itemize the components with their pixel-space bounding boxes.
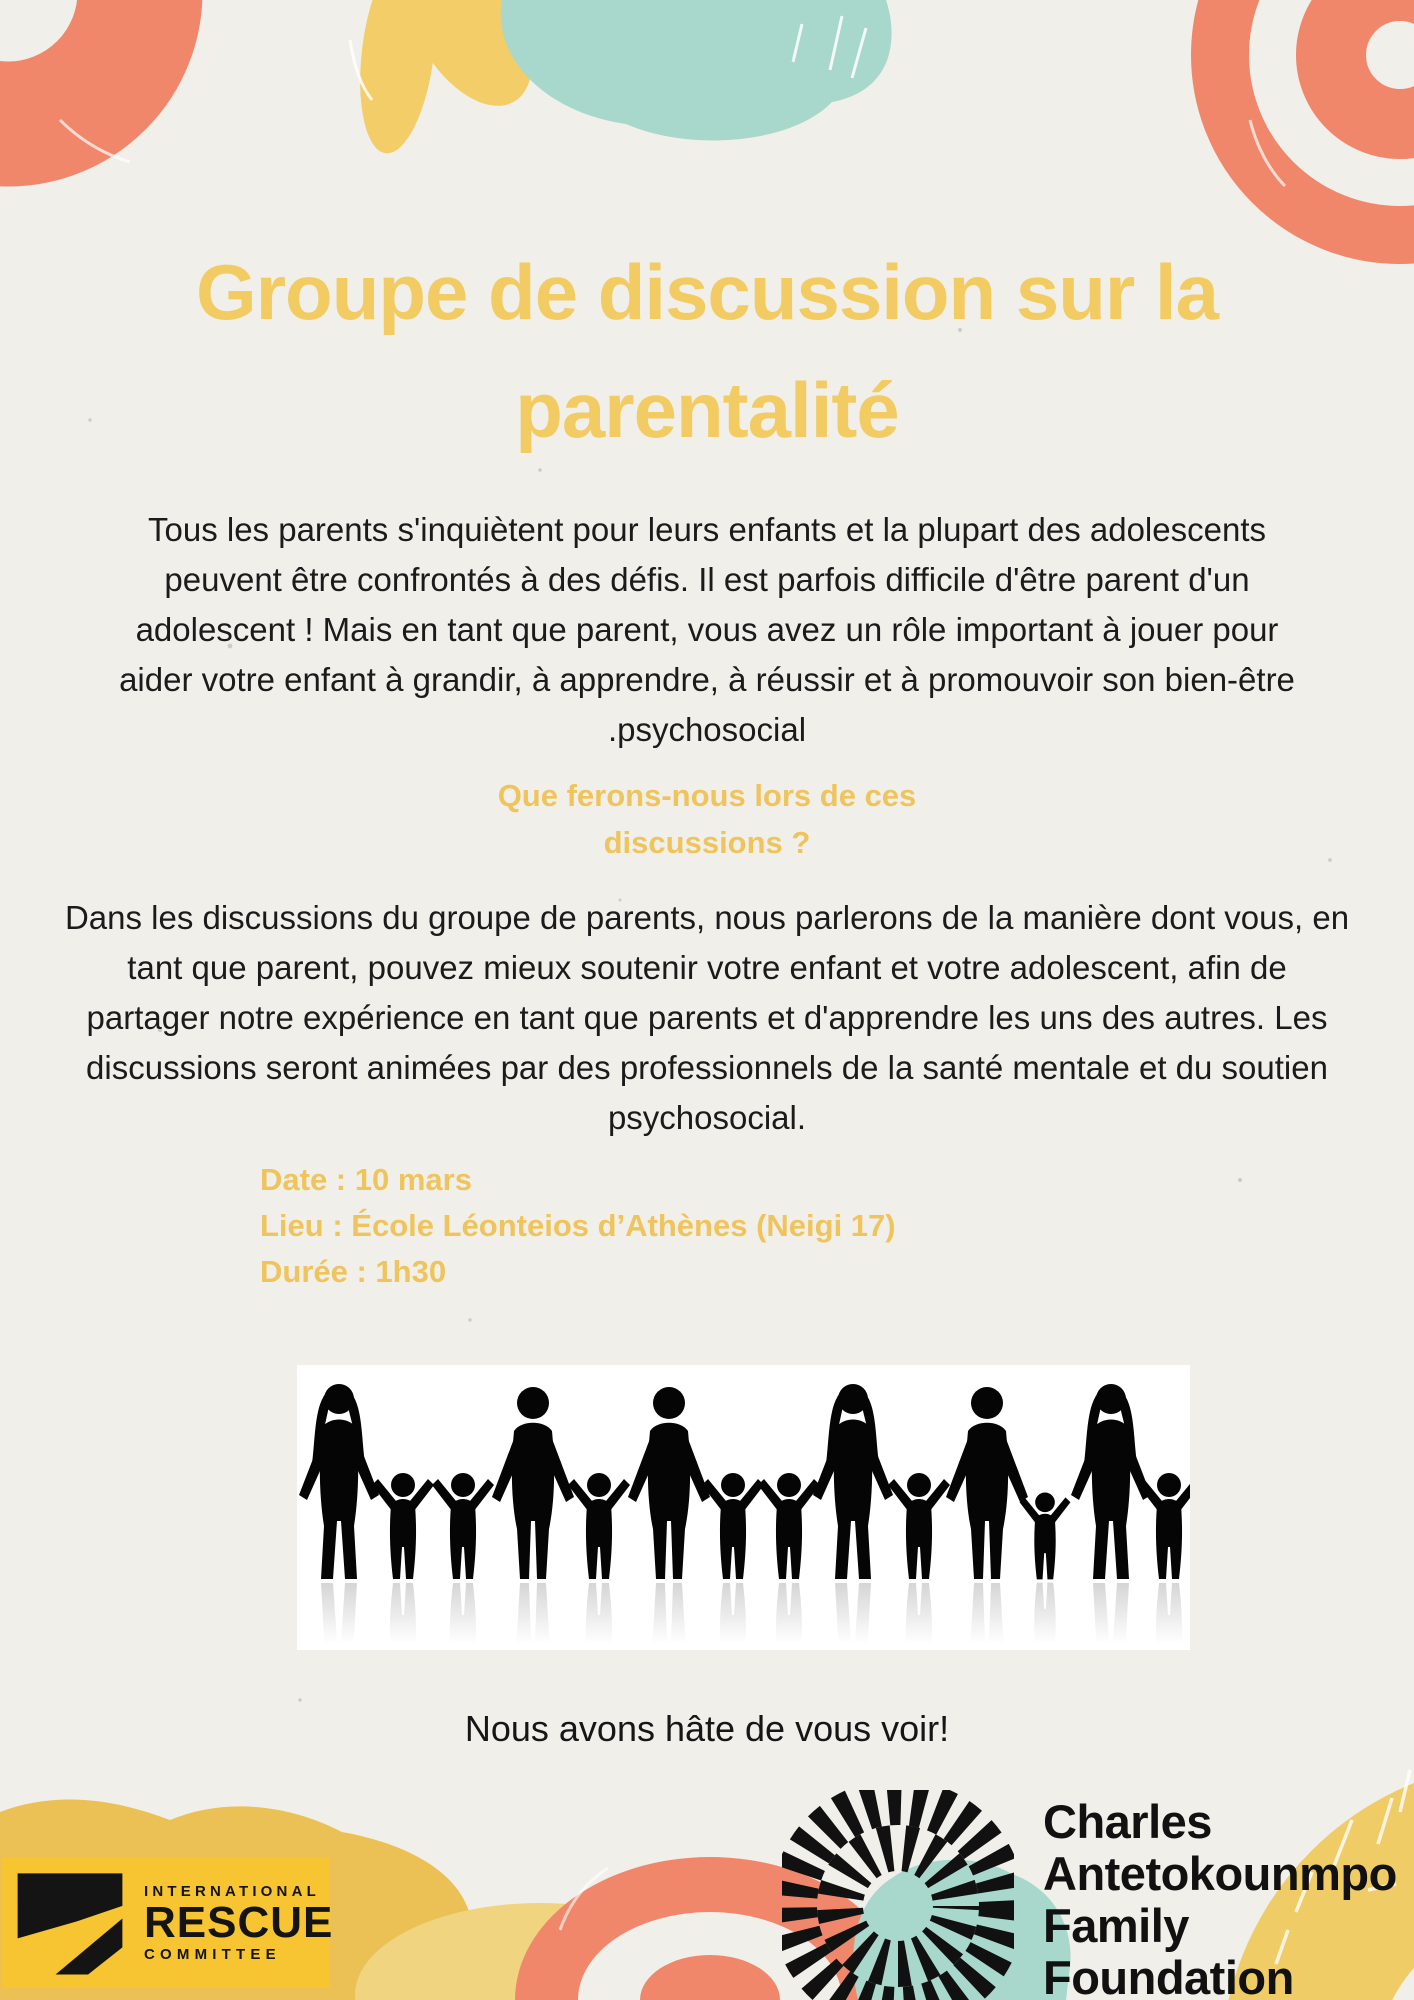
caff-line-foundation: Foundation bbox=[1043, 1951, 1294, 2000]
body-line: psychosocial. bbox=[607, 1099, 807, 1136]
body-line: discussions seront animées par des professionnels de la santé mentale et du soutien bbox=[86, 1049, 1328, 1086]
caff-line-antetokounmpo: Antetokounmpo bbox=[1043, 1847, 1397, 1900]
caff-wreath-icon bbox=[782, 1790, 1014, 2000]
subheading-line-2: discussions ? bbox=[603, 825, 811, 860]
irc-logo bbox=[2, 1858, 334, 1988]
body-paragraph bbox=[0, 893, 1414, 1143]
body-line: partager notre expérience en tant que parents et d'apprendre les uns des autres. Les bbox=[86, 999, 1328, 1036]
event-details bbox=[260, 1157, 896, 1295]
irc-arrow-icon bbox=[14, 1871, 126, 1975]
intro-line: Tous les parents s'inquiètent pour leurs enfants et la plupart des adolescents bbox=[148, 511, 1266, 548]
caff-line-family: Family bbox=[1043, 1899, 1189, 1952]
page-title-line-2: parentalité bbox=[515, 366, 899, 454]
event-location: Lieu : École Léonteios d’Athènes (Neigi 17) bbox=[260, 1208, 896, 1243]
intro-line: aider votre enfant à grandir, à apprendre, à réussir et à promouvoir son bien-être bbox=[119, 661, 1295, 698]
closing-message: Nous avons hâte de vous voir! bbox=[464, 1708, 950, 1749]
page-title-line-1: Groupe de discussion sur la bbox=[196, 248, 1218, 336]
intro-line: adolescent ! Mais en tant que parent, vous avez un rôle important à jouer pour bbox=[135, 611, 1279, 648]
top-right-coral-spiral-shape bbox=[1220, 0, 1414, 235]
caff-line-charles: Charles bbox=[1043, 1795, 1212, 1848]
page-title bbox=[0, 233, 1414, 469]
event-date: Date : 10 mars bbox=[260, 1162, 472, 1197]
irc-logo-text bbox=[144, 1883, 333, 1963]
intro-paragraph bbox=[0, 505, 1414, 755]
subheading-line-1: Que ferons-nous lors de ces bbox=[497, 778, 917, 813]
caff-logo-text bbox=[1043, 1796, 1414, 2000]
irc-committee-label: COMMITTEE bbox=[144, 1946, 281, 1963]
intro-line: .psychosocial bbox=[607, 711, 807, 748]
family-silhouettes-image bbox=[297, 1365, 1190, 1650]
top-teal-blob-shape bbox=[501, 0, 892, 140]
event-duration: Durée : 1h30 bbox=[260, 1254, 447, 1289]
irc-international-label: INTERNATIONAL bbox=[144, 1883, 320, 1900]
irc-rescue-label: RESCUE bbox=[144, 1898, 334, 1947]
top-left-coral-ring-shape bbox=[0, 0, 140, 162]
body-line: Dans les discussions du groupe de parents, nous parlerons de la manière dont vous, en bbox=[64, 899, 1350, 936]
intro-line: peuvent être confrontés à des défis. Il est parfois difficile d'être parent d'un bbox=[164, 561, 1250, 598]
discussion-subheading bbox=[0, 772, 1414, 866]
body-line: tant que parent, pouvez mieux soutenir votre enfant et votre adolescent, afin de bbox=[127, 949, 1287, 986]
